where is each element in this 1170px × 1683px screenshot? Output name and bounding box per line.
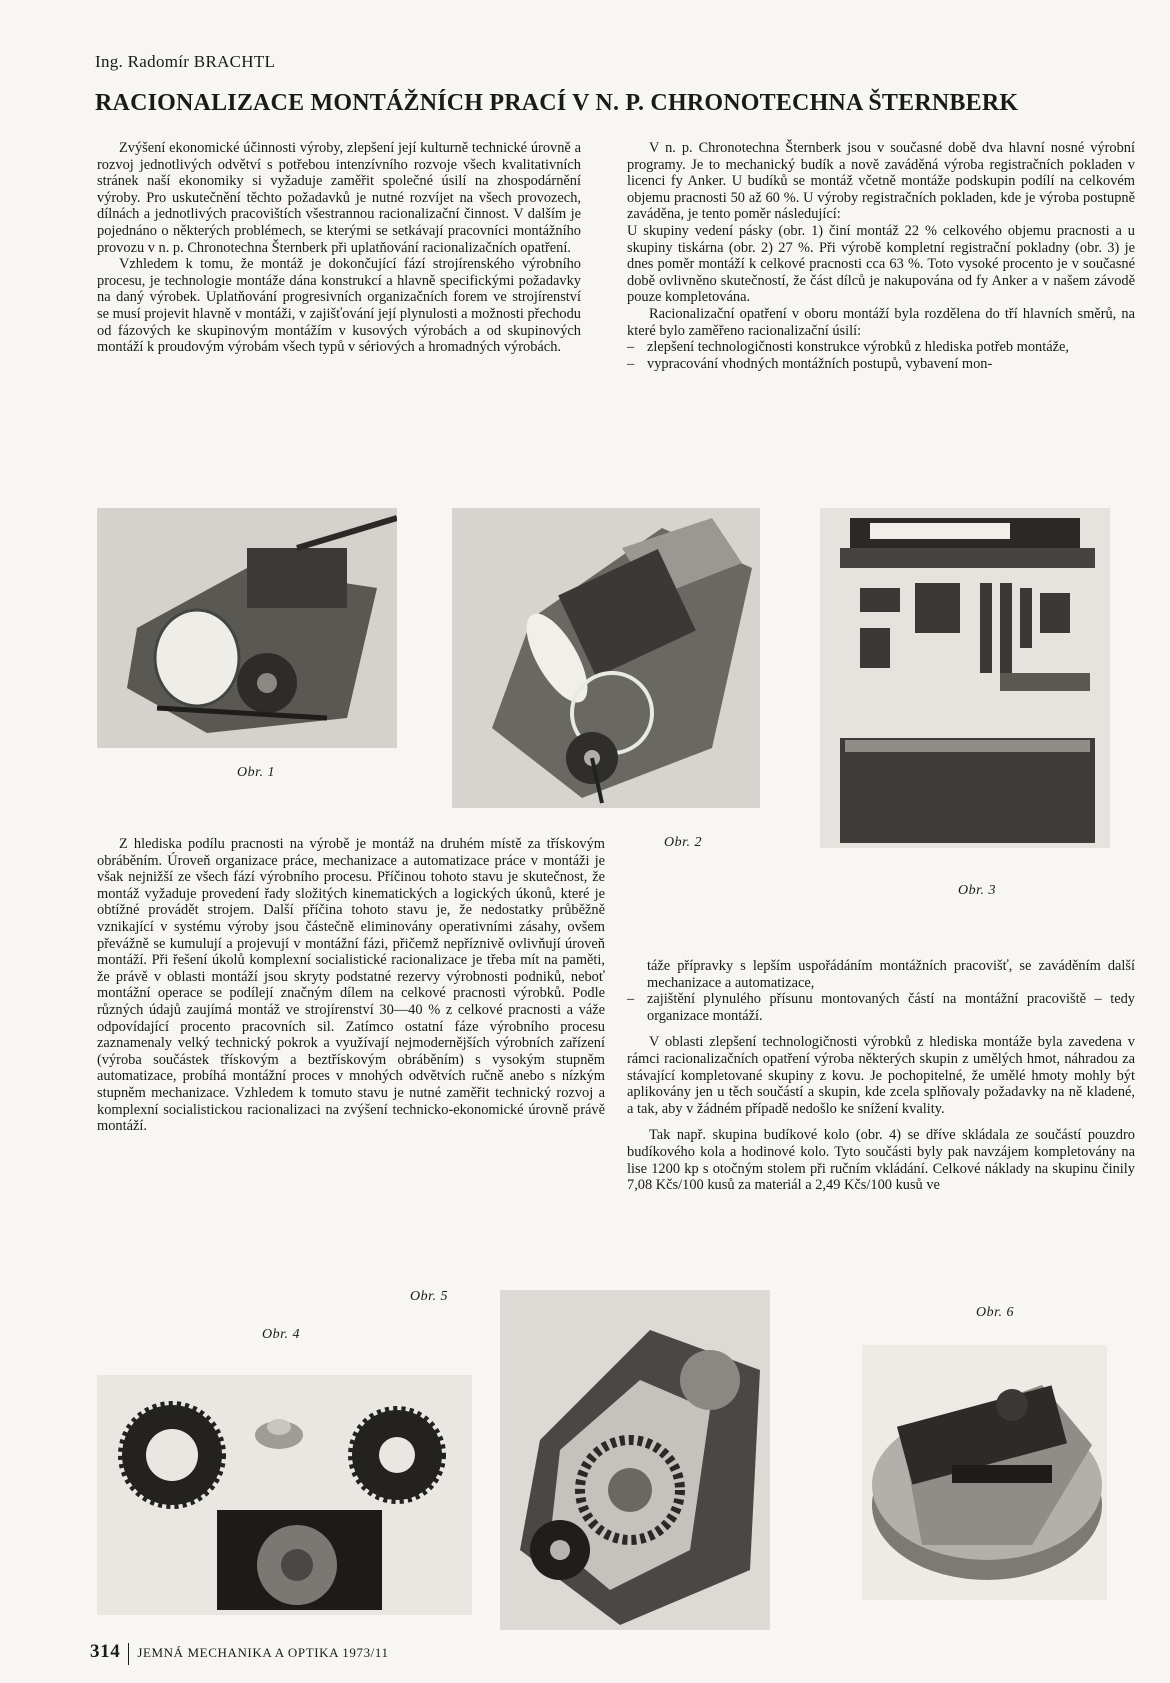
figure-2-caption: Obr. 2 xyxy=(664,835,703,850)
list-item: – zlepšení technologičnosti konstrukce výrobků z hlediska potřeb montáže, xyxy=(627,339,1135,356)
text-column-3 xyxy=(97,836,605,1135)
journal-name: JEMNÁ MECHANIKA A OPTIKA 1973/11 xyxy=(137,1645,389,1660)
figure-4-caption: Obr. 4 xyxy=(262,1327,301,1342)
text-column-4 xyxy=(627,958,1135,1194)
figure-5-photo xyxy=(500,1290,770,1630)
paragraph: V oblasti zlepšení technologičnosti výrobků z hlediska montáže byla zavedena v rámci racionalizačních opatření výroba některých skupin z umělých hmot, náhradou za stávající kompletované skupiny z kovu. Je pochopitelné, že umělé hmoty mohly být aplikovány jen u těch součástí a skupin, kde zcela splňovaly požadavky na ně kladené, a tak, aby v žádném případě nedošlo ke snížení kvality. xyxy=(627,1034,1135,1117)
figure-4-photo xyxy=(97,1375,472,1615)
figure-3-caption: Obr. 3 xyxy=(958,883,997,898)
paragraph: Racionalizační opatření v oboru montáží byla rozdělena do tří hlavních směrů, na které bylo zaměřeno racionalizační úsilí: xyxy=(627,305,1135,339)
figure-1-caption: Obr. 1 xyxy=(237,765,276,780)
figure-6-caption: Obr. 6 xyxy=(976,1305,1015,1320)
figure-3-photo xyxy=(820,508,1110,848)
page-number: 314 xyxy=(90,1641,121,1662)
list-item: – vypracování vhodných montážních postupů, vybavení mon- xyxy=(627,356,1135,373)
paragraph: Tak např. skupina budíkové kolo (obr. 4) se dříve skládala ze součástí pouzdro budíkového kola a hodinové kolo. Tyto součásti byly pak navzájem kompletovány na lise 1200 kp s otočným stolem při ručním vkládání. Celkové náklady na skupinu činily 7,08 Kčs/100 kusů za materiál a 2,49 Kčs/100 kusů ve xyxy=(627,1127,1135,1194)
figure-6-photo xyxy=(862,1345,1107,1600)
figure-2-photo xyxy=(452,508,760,808)
text-column-2 xyxy=(627,140,1135,372)
footer-divider xyxy=(128,1643,129,1665)
paragraph: Zvýšení ekonomické účinnosti výroby, zlepšení její kulturně technické úrovně a rozvoj jednotlivých odvětví s potřebou intenzívního rozvoje všech kvalitativních stránek naší ekonomiky si vyžaduje zaměřit společné úsilí na zhospodárnění výroby. Pro uskutečnění těchto požadavků je nutné rozvíjet na všech provozech, dílnách a jednotlivých pracovištích všestrannou racionalizační činnost. V dalším je pojednáno o některých problémech, se kterými se setkávají pracovníci montážního provozu v n. p. Chronotechna Šternberk při uplatňování racionalizačních opatření. xyxy=(97,140,581,256)
direction-list xyxy=(627,339,1135,372)
paragraph: Z hlediska podílu pracnosti na výrobě je montáž na druhém místě za třískovým obráběním. Úroveň organizace práce, mechanizace a automatizace práce v montáži je však nejnižší ze všech fází výrobního procesu. Příčinou tohoto stavu je skutečnost, že montáž vyžaduje provedení řady složitých kinematických a logických úkonů, které je obtížné provádět strojem. Další příčina tohoto stavu je, že nedostatky průběžně vznikající v systému výroby jsou částečně eliminovány operativními zásahy, ovšem převážně se kumulují a projevují v montážní fázi, přičemž nepříznivě ovlivňují úroveň montáží. Při řešení úkolů komplexní socialistické racionalizace je třeba mít na paměti, že právě v oblasti montáží jsou skryty podstatné rezervy výrobnosti podniků, neboť montážní operace se podílejí značným dílem na celkové pracnosti výrobků. Podle různých údajů zaujímá montáž ve strojírenství 30—40 % z celkové pracnosti a váže odpovídající procento pracovních sil. Zatímco ostatní fáze výrobního procesu zaznamenaly velký technický pokrok a využívají nejmodernějších výrobních zařízení (výroba součástek třískovým a beztřískovým obráběním) s vysokým stupněm automatizace, probíhá montážní proces v mnohých odvětvích ručně anebo s nízkým stupněm mechanizace. Vzhledem k tomuto stavu je nutné zaměřit technický rozvoj a komplexní socialistickou racionalizaci na zvýšení technicko-ekonomické úrovně právě montáží. xyxy=(97,836,605,1135)
text-column-1 xyxy=(97,140,581,356)
article-title: RACIONALIZACE MONTÁŽNÍCH PRACÍ V N. P. CHRONOTECHNA ŠTERNBERK xyxy=(95,90,1019,116)
list-item: – zajištění plynulého přísunu montovaných částí na montážní pracoviště – tedy organizace montáží. xyxy=(627,991,1135,1024)
paragraph: V n. p. Chronotechna Šternberk jsou v současné době dva hlavní nosné výrobní programy. Je to mechanický budík a nově zaváděná výroba registračních pokladen v licenci fy Anker. U budíků se montáž včetně montáže podskupin podílí na celkovém objemu pracnosti 50 až 60 %. U výroby registračních pokladen, kde je výroba postupně zaváděna, je tento poměr následující: xyxy=(627,140,1135,223)
figure-1-photo xyxy=(97,508,397,748)
page-footer xyxy=(90,1641,389,1665)
direction-list-continued xyxy=(627,991,1135,1024)
paragraph: Vzhledem k tomu, že montáž je dokončující fází strojírenského výrobního procesu, je technologie montáže dána konstrukcí a hlavně specifickými požadavky na daný výrobek. Uplatňování progresivních organizačních forem ve strojírenství se musí projevit hlavně v montáži, v zajišťování její plynulosti a možnosti přechodu od fázových ke skupinovým montážím v kusových výrobách a od skupinových montáží k proudovým výrobám všech typů v sériových a hromadných výrobách. xyxy=(97,256,581,356)
paragraph: U skupiny vedení pásky (obr. 1) činí montáž 22 % celkového objemu pracnosti a u skupiny tiskárna (obr. 2) 27 %. Při výrobě kompletní registrační pokladny (obr. 3) je dnes poměr montáží k celkové pracnosti cca 63 %. Toto vysoké procento je v současné době ovlivněno skutečností, že část dílců je nakupována od fy Anker a v našem závodě pouze kompletována. xyxy=(627,222,1135,306)
author-name: Ing. Radomír BRACHTL xyxy=(95,52,276,71)
figure-5-caption: Obr. 5 xyxy=(410,1289,449,1304)
paragraph: táže přípravky s lepším uspořádáním montážních pracovišť, se zaváděním další mechanizace a automatizace, xyxy=(647,958,1135,991)
